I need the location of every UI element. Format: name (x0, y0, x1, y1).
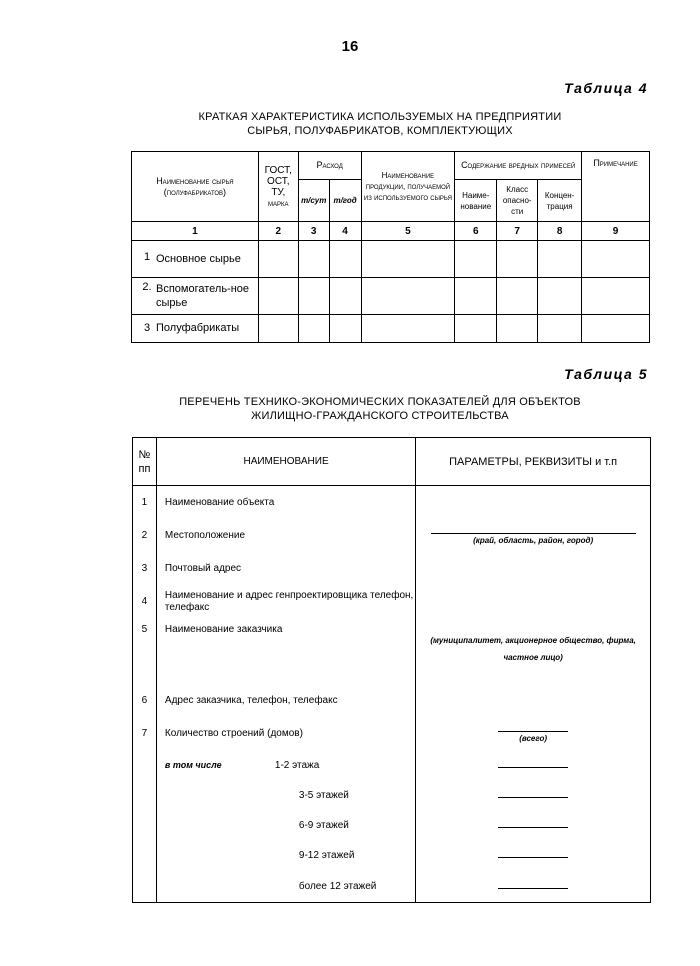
header-note: Примечание (582, 152, 650, 222)
data-cell[interactable] (329, 241, 361, 278)
table-row (133, 585, 651, 618)
table-row (133, 618, 651, 684)
row-number: 2 (133, 519, 157, 552)
row-number: 5 (133, 618, 157, 684)
data-cell[interactable] (298, 315, 329, 343)
col-num: 5 (361, 222, 455, 241)
table-row (133, 840, 651, 870)
table4-caption: Таблица 4 (564, 80, 648, 96)
col-num: 4 (329, 222, 361, 241)
hint-text: частное лицо) (503, 653, 563, 662)
data-cell[interactable] (538, 315, 582, 343)
row-label: 2. Вспомогатель-ное сырье (132, 278, 259, 315)
data-cell[interactable] (455, 278, 497, 315)
data-cell[interactable] (455, 315, 497, 343)
hint-text: (край, область, район, город) (473, 535, 594, 545)
param-cell[interactable] (416, 552, 651, 585)
param-cell[interactable] (416, 486, 651, 520)
table4-title-line2: СЫРЬЯ, ПОЛУФАБРИКАТОВ, КОМПЛЕКТУЮЩИХ (247, 125, 513, 137)
header-params: ПАРАМЕТРЫ, РЕКВИЗИТЫ и т.п (416, 438, 651, 486)
row-label: Адрес заказчика, телефон, телефакс (156, 684, 415, 717)
table-row (133, 810, 651, 840)
table-row (133, 717, 651, 750)
header-imp-class: Класс опасно-сти (497, 180, 538, 222)
floor-label: более 12 этажей (156, 870, 415, 903)
row-label: 1 Основное сырье (132, 241, 259, 278)
param-cell[interactable] (416, 684, 651, 717)
page-number: 16 (341, 38, 359, 55)
data-cell[interactable] (361, 278, 455, 315)
floor-label: 9-12 этажей (156, 840, 415, 870)
table-row (133, 519, 651, 552)
param-cell[interactable] (416, 618, 651, 684)
header-name: Наименование сырья (полуфабрикатов) (132, 152, 259, 222)
header-imp-name: Наиме-нование (455, 180, 497, 222)
col-num: 6 (455, 222, 497, 241)
row-number: 1 (133, 486, 157, 520)
col-num: 7 (497, 222, 538, 241)
data-cell[interactable] (329, 315, 361, 343)
row-label: 3 Полуфабрикаты (132, 315, 259, 343)
data-cell[interactable] (497, 241, 538, 278)
table-row (133, 684, 651, 717)
table4-title (150, 110, 610, 138)
row-label: Наименование и адрес генпроектировщика телефон, телефакс (156, 585, 415, 618)
header-gost: ГОСТ, ОСТ, ТУ, марка (258, 152, 298, 222)
floor-label: 3-5 этажей (156, 780, 415, 810)
header-imp-conc: Концен-трация (538, 180, 582, 222)
table-row (132, 241, 650, 278)
header-per-year: т/год (329, 180, 361, 222)
fill-line (431, 533, 636, 534)
header-per-day: т/сут (298, 180, 329, 222)
table-row (132, 278, 650, 315)
fill-line[interactable] (498, 888, 568, 889)
row-label: Наименование объекта (156, 486, 415, 520)
floor-label: в том числе 1-2 этажа (156, 750, 415, 780)
data-cell[interactable] (497, 315, 538, 343)
row-label: Количество строений (домов) (156, 717, 415, 750)
data-cell[interactable] (258, 278, 298, 315)
data-cell[interactable] (258, 315, 298, 343)
col-num: 8 (538, 222, 582, 241)
data-cell[interactable] (538, 278, 582, 315)
data-cell[interactable] (361, 315, 455, 343)
table-row (133, 750, 651, 780)
data-cell[interactable] (361, 241, 455, 278)
table5-title-line2: ЖИЛИЩНО-ГРАЖДАНСКОГО СТРОИТЕЛЬСТВА (251, 410, 509, 422)
row-number: 4 (133, 585, 157, 618)
fill-line[interactable] (498, 797, 568, 798)
row-label: Наименование заказчика (156, 618, 415, 684)
row-number: 7 (133, 717, 157, 750)
table-row (132, 315, 650, 343)
row-number: 6 (133, 684, 157, 717)
floor-label: 6-9 этажей (156, 810, 415, 840)
table-row (133, 870, 651, 903)
data-cell[interactable] (298, 241, 329, 278)
col-num: 1 (132, 222, 259, 241)
header-impurities: Содержание вредных примесей (455, 152, 582, 180)
fill-line[interactable] (498, 827, 568, 828)
col-num: 9 (582, 222, 650, 241)
data-cell[interactable] (582, 315, 650, 343)
data-cell[interactable] (298, 278, 329, 315)
param-cell[interactable] (416, 585, 651, 618)
header-product: Наименование продукции, получаемой из используемого сырья (361, 152, 455, 222)
fill-line (498, 731, 568, 732)
table5 (132, 437, 651, 903)
data-cell[interactable] (258, 241, 298, 278)
data-cell[interactable] (582, 278, 650, 315)
header-no: № пп (133, 438, 157, 486)
param-cell[interactable] (416, 717, 651, 750)
table4-title-line1: КРАТКАЯ ХАРАКТЕРИСТИКА ИСПОЛЬЗУЕМЫХ НА ПРЕДПРИЯТИИ (198, 111, 562, 123)
table-row (133, 780, 651, 810)
column-number-row (132, 222, 650, 241)
hint-text: (всего) (519, 733, 548, 743)
data-cell[interactable] (329, 278, 361, 315)
table4 (131, 151, 650, 343)
header-rashod: Расход (298, 152, 361, 180)
data-cell[interactable] (497, 278, 538, 315)
including-label: в том числе (164, 759, 222, 770)
col-num: 2 (258, 222, 298, 241)
table5-title (150, 395, 610, 423)
hint-text: (муниципалитет, акционерное общество, фирма, (430, 636, 636, 645)
fill-line[interactable] (498, 767, 568, 768)
row-label: Почтовый адрес (156, 552, 415, 585)
col-num: 3 (298, 222, 329, 241)
data-cell[interactable] (538, 241, 582, 278)
table5-title-line1: ПЕРЕЧЕНЬ ТЕХНИКО-ЭКОНОМИЧЕСКИХ ПОКАЗАТЕЛЕЙ ДЛЯ ОБЪЕКТОВ (179, 396, 581, 408)
fill-line[interactable] (498, 857, 568, 858)
data-cell[interactable] (582, 241, 650, 278)
table5-caption: Таблица 5 (564, 366, 648, 382)
row-label: Местоположение (156, 519, 415, 552)
row-number: 3 (133, 552, 157, 585)
table-row (133, 552, 651, 585)
header-name: НАИМЕНОВАНИЕ (156, 438, 415, 486)
data-cell[interactable] (455, 241, 497, 278)
table-row (133, 486, 651, 520)
param-cell[interactable] (416, 519, 651, 552)
